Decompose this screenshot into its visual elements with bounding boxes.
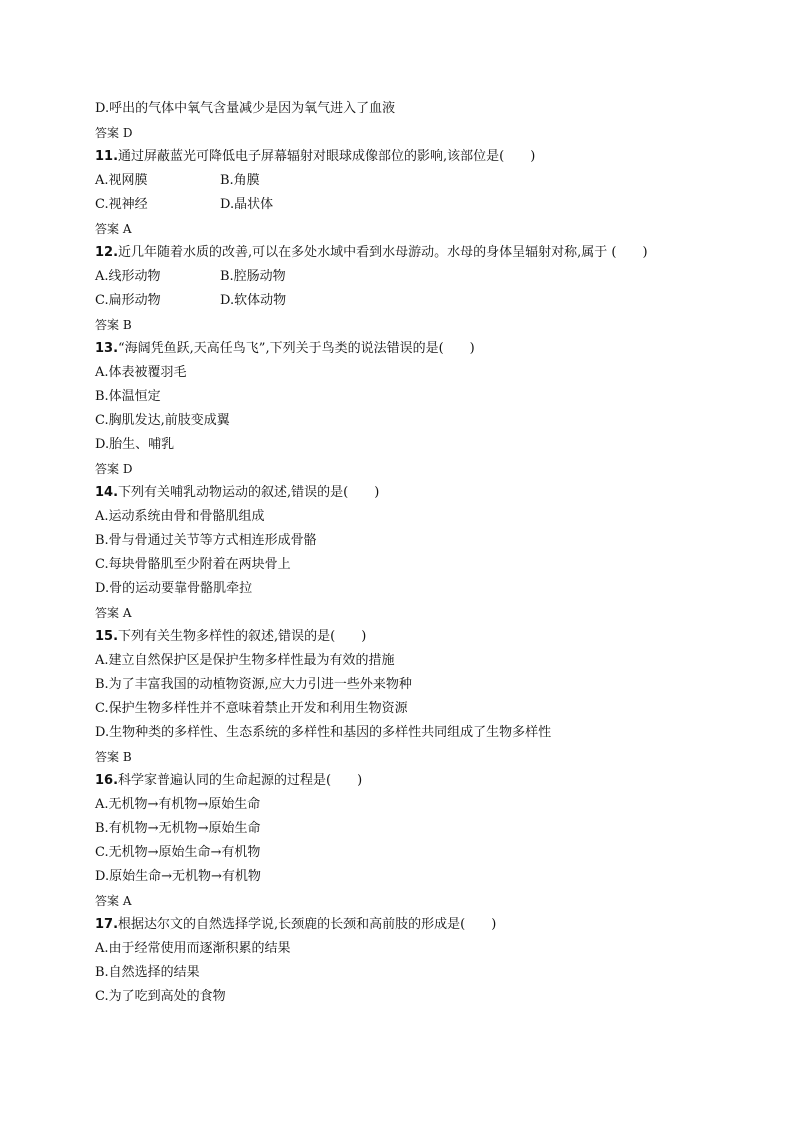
question-text: 近几年随着水质的改善,可以在多处水域中看到水母游动。水母的身体呈辐射对称,属于 ( )	[118, 245, 648, 260]
option: B.有机物→无机物→原始生命	[95, 821, 261, 836]
option: A.线形动物	[95, 269, 161, 284]
exam-page	[95, 97, 735, 1009]
options-row	[95, 169, 735, 193]
option: B.骨与骨通过关节等方式相连形成骨骼	[95, 533, 317, 548]
question-16	[95, 769, 735, 793]
option: C.扁形动物	[95, 293, 161, 308]
option: D.骨的运动要靠骨骼肌牵拉	[95, 581, 253, 596]
option: A.视网膜	[95, 173, 148, 188]
option: D.晶状体	[220, 197, 274, 212]
option: D.原始生命→无机物→有机物	[95, 869, 261, 884]
option: A.建立自然保护区是保护生物多样性最为有效的措施	[95, 653, 395, 668]
option: D.软体动物	[220, 293, 287, 308]
question-13	[95, 337, 735, 361]
option: B.自然选择的结果	[95, 965, 200, 980]
question-text: 下列有关生物多样性的叙述,错误的是( )	[118, 629, 367, 644]
answer-line: 答案 D	[95, 126, 133, 140]
option: C.保护生物多样性并不意味着禁止开发和利用生物资源	[95, 701, 408, 716]
option: D.生物种类的多样性、生态系统的多样性和基因的多样性共同组成了生物多样性	[95, 725, 552, 740]
answer-line: 答案 A	[95, 894, 132, 908]
question-text: 下列有关哺乳动物运动的叙述,错误的是( )	[118, 485, 380, 500]
option: C.胸肌发达,前肢变成翼	[95, 413, 230, 428]
question-14	[95, 481, 735, 505]
question-11	[95, 145, 735, 169]
option: B.腔肠动物	[220, 269, 286, 284]
question-number: 17.	[95, 917, 119, 932]
option-line: D.呼出的气体中氧气含量减少是因为氧气进入了血液	[95, 101, 396, 116]
option: C.每块骨骼肌至少附着在两块骨上	[95, 557, 291, 572]
question-text: 根据达尔文的自然选择学说,长颈鹿的长颈和高前肢的形成是( )	[118, 917, 497, 932]
question-12	[95, 241, 735, 265]
option: A.运动系统由骨和骨骼肌组成	[95, 509, 265, 524]
answer-line: 答案 A	[95, 606, 132, 620]
answer-line: 答案 D	[95, 462, 133, 476]
option: C.无机物→原始生命→有机物	[95, 845, 261, 860]
option: A.体表被覆羽毛	[95, 365, 187, 380]
answer-line: 答案 B	[95, 318, 132, 332]
option: B.体温恒定	[95, 389, 161, 404]
options-row	[95, 193, 735, 217]
answer-line: 答案 A	[95, 222, 132, 236]
question-number: 15.	[95, 629, 119, 644]
question-number: 13.	[95, 341, 119, 356]
option: C.视神经	[95, 197, 148, 212]
question-text: 科学家普遍认同的生命起源的过程是( )	[118, 773, 363, 788]
option: C.为了吃到高处的食物	[95, 989, 226, 1004]
option: B.角膜	[220, 173, 260, 188]
answer-line: 答案 B	[95, 750, 132, 764]
question-17	[95, 913, 735, 937]
options-row	[95, 289, 735, 313]
question-number: 12.	[95, 245, 119, 260]
option: B.为了丰富我国的动植物资源,应大力引进一些外来物种	[95, 677, 412, 692]
option: A.由于经常使用而逐渐积累的结果	[95, 941, 291, 956]
question-text: 通过屏蔽蓝光可降低电子屏幕辐射对眼球成像部位的影响,该部位是( )	[118, 149, 536, 164]
question-number: 11.	[95, 149, 119, 164]
question-15	[95, 625, 735, 649]
option: A.无机物→有机物→原始生命	[95, 797, 261, 812]
option: D.胎生、哺乳	[95, 437, 175, 452]
question-number: 16.	[95, 773, 119, 788]
question-text: “海阔凭鱼跃,天高任鸟飞”,下列关于鸟类的说法错误的是( )	[118, 341, 475, 356]
options-row	[95, 265, 735, 289]
question-number: 14.	[95, 485, 119, 500]
